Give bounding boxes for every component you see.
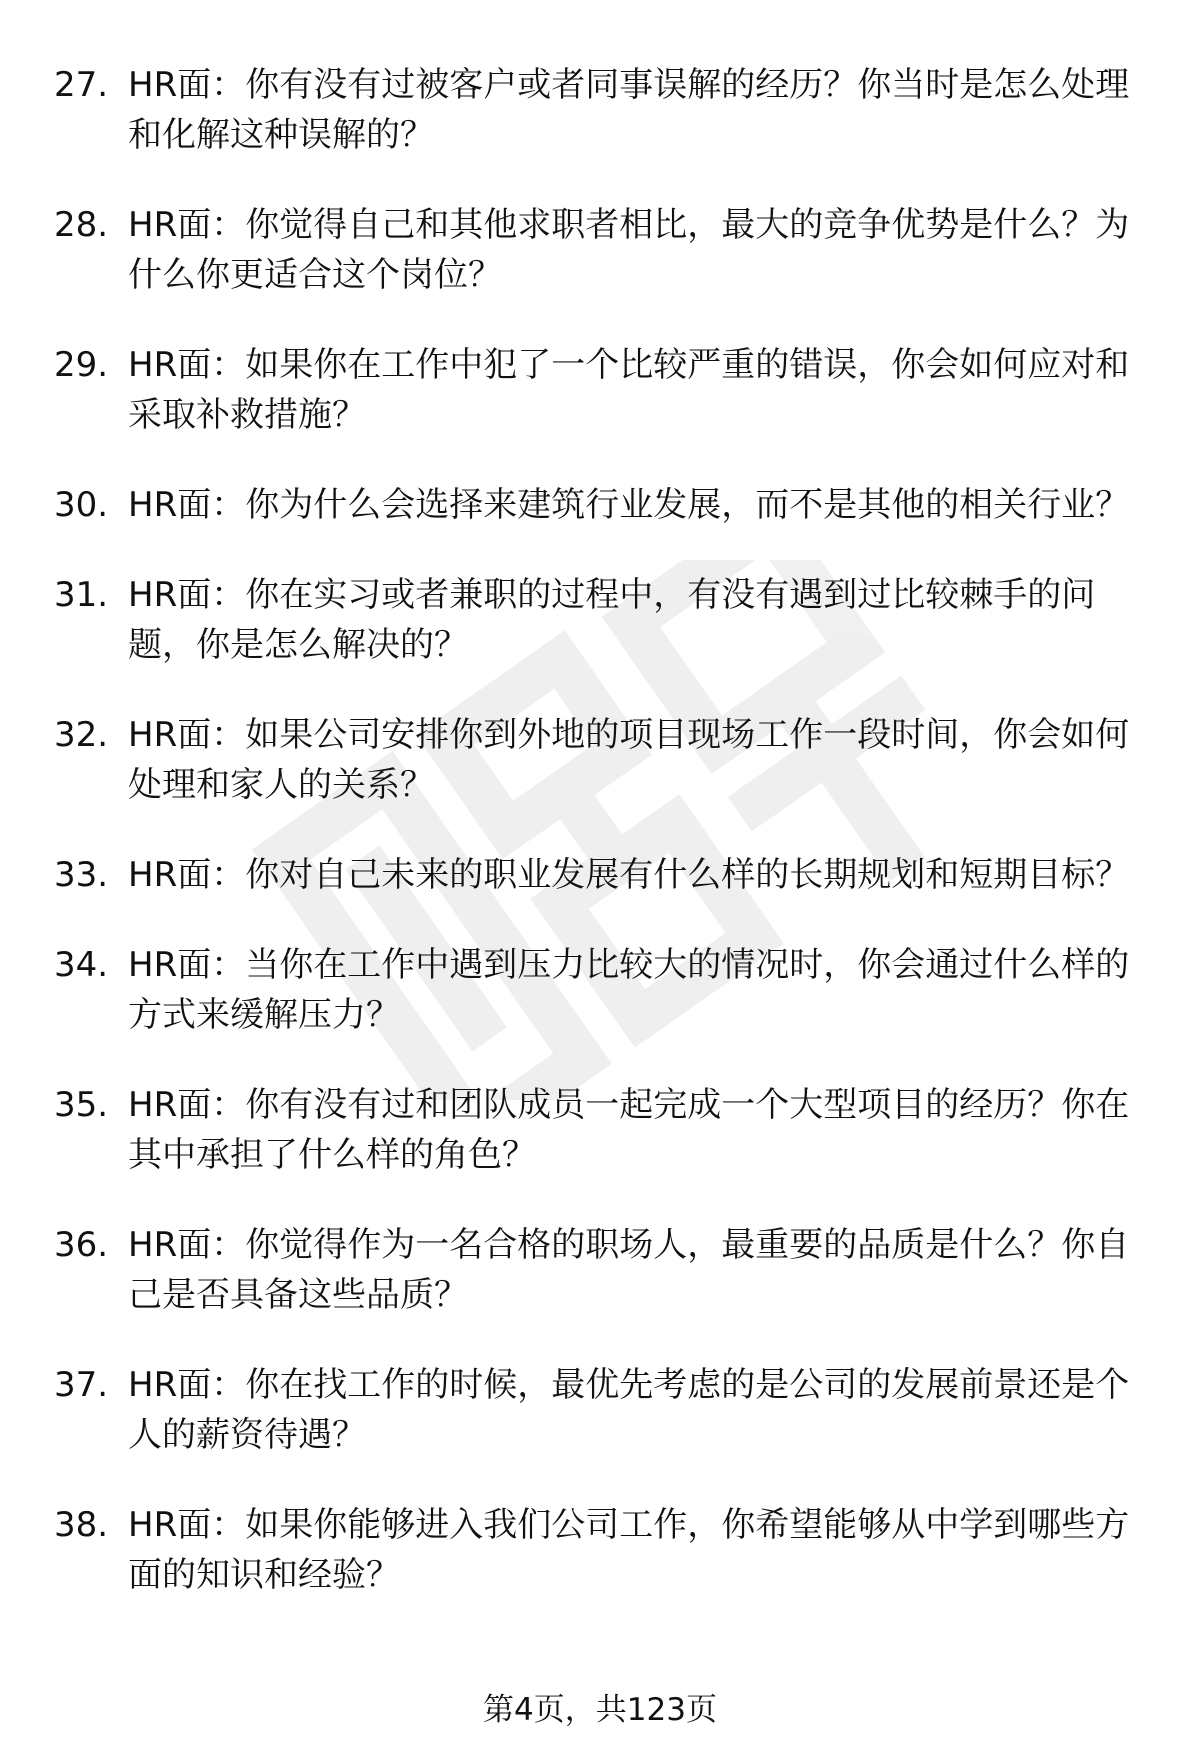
question-number: 33. <box>54 855 109 895</box>
question-text: HR面：如果公司安排你到外地的项目现场工作一段时间，你会如何处理和家人的关系？ <box>128 715 1130 805</box>
question-number: 32. <box>54 715 109 755</box>
question-number: 28. <box>54 205 109 245</box>
question-text: HR面：你有没有过和团队成员一起完成一个大型项目的经历？你在其中承担了什么样的角色？ <box>128 1085 1130 1175</box>
question-text: HR面：你有没有过被客户或者同事误解的经历？你当时是怎么处理和化解这种误解的？ <box>128 65 1130 155</box>
question-number: 35. <box>54 1085 109 1125</box>
question-number: 36. <box>54 1225 109 1265</box>
question-item <box>54 200 1154 300</box>
question-text: HR面：你觉得作为一名合格的职场人，最重要的品质是什么？你自己是否具备这些品质？ <box>128 1225 1130 1315</box>
question-item <box>54 1220 1154 1320</box>
question-item <box>54 710 1154 810</box>
question-text: HR面：你对自己未来的职业发展有什么样的长期规划和短期目标？ <box>128 855 1130 895</box>
question-item <box>54 570 1154 670</box>
question-item <box>54 1360 1154 1460</box>
question-text: HR面：你为什么会选择来建筑行业发展，而不是其他的相关行业？ <box>128 485 1130 525</box>
page-number: 第4页，共123页 <box>483 1692 717 1728</box>
question-item <box>54 1080 1154 1180</box>
question-item <box>54 1500 1154 1600</box>
question-item <box>54 940 1154 1040</box>
question-number: 38. <box>54 1505 109 1545</box>
question-number: 30. <box>54 485 109 525</box>
question-text: HR面：如果你在工作中犯了一个比较严重的错误，你会如何应对和采取补救措施？ <box>128 345 1130 435</box>
question-item <box>54 480 1154 530</box>
question-text: HR面：当你在工作中遇到压力比较大的情况时，你会通过什么样的方式来缓解压力？ <box>128 945 1130 1035</box>
question-number: 34. <box>54 945 109 985</box>
question-item <box>54 60 1154 160</box>
question-text: HR面：你在找工作的时候，最优先考虑的是公司的发展前景还是个人的薪资待遇？ <box>128 1365 1130 1455</box>
question-number: 31. <box>54 575 109 615</box>
question-text: HR面：如果你能够进入我们公司工作，你希望能够从中学到哪些方面的知识和经验？ <box>128 1505 1130 1595</box>
question-number: 37. <box>54 1365 109 1405</box>
question-list <box>54 60 1154 1640</box>
question-text: HR面：你觉得自己和其他求职者相比，最大的竞争优势是什么？为什么你更适合这个岗位？ <box>128 205 1130 295</box>
question-number: 29. <box>54 345 109 385</box>
question-item <box>54 340 1154 440</box>
question-number: 27. <box>54 65 109 105</box>
question-item <box>54 850 1154 900</box>
question-text: HR面：你在实习或者兼职的过程中，有没有遇到过比较棘手的问题，你是怎么解决的？ <box>128 575 1096 665</box>
